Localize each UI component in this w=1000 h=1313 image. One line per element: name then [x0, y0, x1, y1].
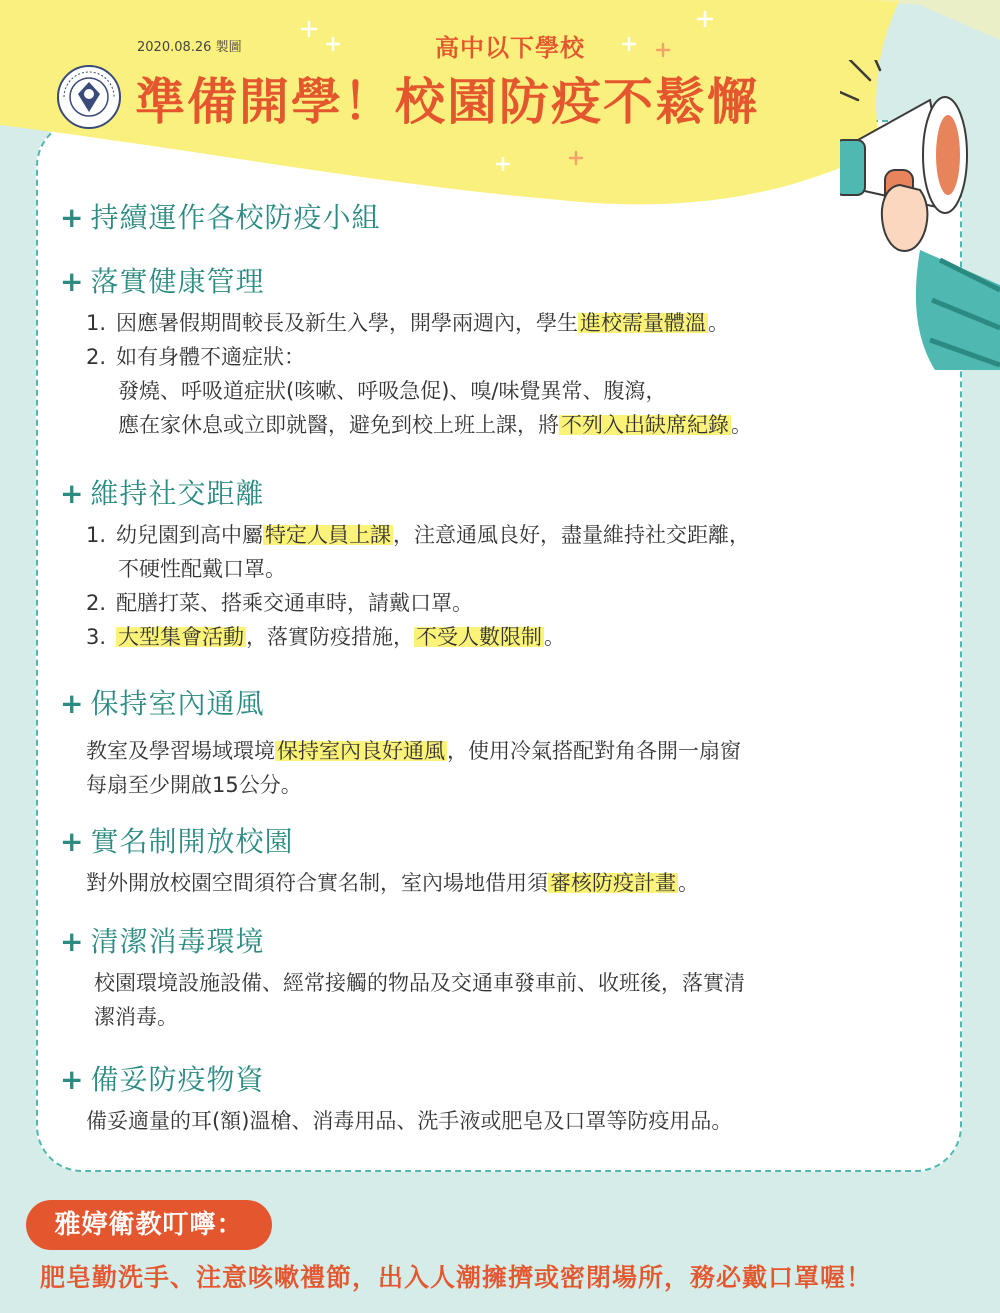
plus-icon: + [60, 687, 85, 720]
plus-icon: + [60, 477, 85, 510]
megaphone-hand-icon [840, 60, 1000, 370]
tip-badge: 雅婷衛教叮嚀： [26, 1200, 272, 1250]
list-item: 備妥適量的耳(額)溫槍、消毒用品、洗手液或肥皂及口罩等防疫用品。 [86, 1109, 733, 1133]
section-heading: + 實名制開放校園 [60, 825, 294, 858]
list-item: 每扇至少開啟15公分。 [86, 773, 302, 797]
highlight: 不列入出缺席紀錄 [561, 413, 729, 437]
list-item: 2. 如有身體不適症狀： [86, 345, 305, 369]
highlight: 進校需量體溫 [580, 311, 706, 335]
highlight: 保持室內良好通風 [277, 739, 445, 763]
list-item: 發燒、呼吸道症狀(咳嗽、呼吸急促)、嗅/味覺異常、腹瀉， [118, 379, 667, 403]
section-social-distance [60, 474, 750, 654]
ministry-of-education-seal-icon [56, 64, 122, 130]
highlight: 審核防疫計畫 [550, 871, 676, 895]
plus-icon: + [60, 201, 85, 234]
list-item: 2. 配膳打菜、搭乘交通車時，請戴口罩。 [86, 591, 473, 615]
section-heading: + 持續運作各校防疫小組 [60, 201, 381, 234]
list-item: 教室及學習場域環境保持室內良好通風，使用冷氣搭配對角各開一扇窗 [86, 739, 741, 763]
section-task-force [60, 198, 380, 238]
section-disinfection [60, 922, 745, 1034]
section-supplies [60, 1060, 732, 1138]
tip-text: 肥皂勤洗手、注意咳嗽禮節，出入人潮擁擠或密閉場所，務必戴口罩喔！ [40, 1263, 873, 1292]
plus-icon: + [60, 1063, 85, 1096]
list-item: 潔消毒。 [94, 1005, 178, 1029]
section-heading: + 保持室內通風 [60, 687, 265, 720]
plus-icon: + [60, 825, 85, 858]
section-heading: + 落實健康管理 [60, 265, 265, 298]
plus-icon: + [60, 925, 85, 958]
list-item: 1. 因應暑假期間較長及新生入學，開學兩週內，學生進校需量體溫。 [86, 311, 729, 335]
section-real-name-campus [60, 822, 699, 900]
list-item: 不硬性配戴口罩。 [118, 557, 286, 581]
page-title: 準備開學！校園防疫不鬆懈 [135, 73, 759, 131]
highlight: 大型集會活動 [118, 625, 244, 649]
section-health-management [60, 262, 752, 442]
highlight: 特定人員上課 [265, 523, 391, 547]
list-item: 校園環境設施設備、經常接觸的物品及交通車發車前、收班後，落實清 [94, 971, 745, 995]
section-heading: + 維持社交距離 [60, 477, 265, 510]
list-item: 應在家休息或立即就醫，避免到校上班上課，將不列入出缺席紀錄。 [118, 413, 752, 437]
highlight: 不受人數限制 [416, 625, 542, 649]
page-subtitle: 高中以下學校 [435, 34, 585, 62]
date-label: 2020.08.26 製圖 [137, 40, 242, 55]
plus-icon: + [60, 265, 85, 298]
list-item: 3. 大型集會活動，落實防疫措施，不受人數限制。 [86, 625, 565, 649]
section-heading: + 清潔消毒環境 [60, 925, 265, 958]
section-heading: + 備妥防疫物資 [60, 1063, 265, 1096]
section-ventilation [60, 684, 741, 802]
list-item: 對外開放校園空間須符合實名制，室內場地借用須審核防疫計畫。 [86, 871, 699, 895]
list-item: 1. 幼兒園到高中屬特定人員上課，注意通風良好，盡量維持社交距離， [86, 523, 750, 547]
